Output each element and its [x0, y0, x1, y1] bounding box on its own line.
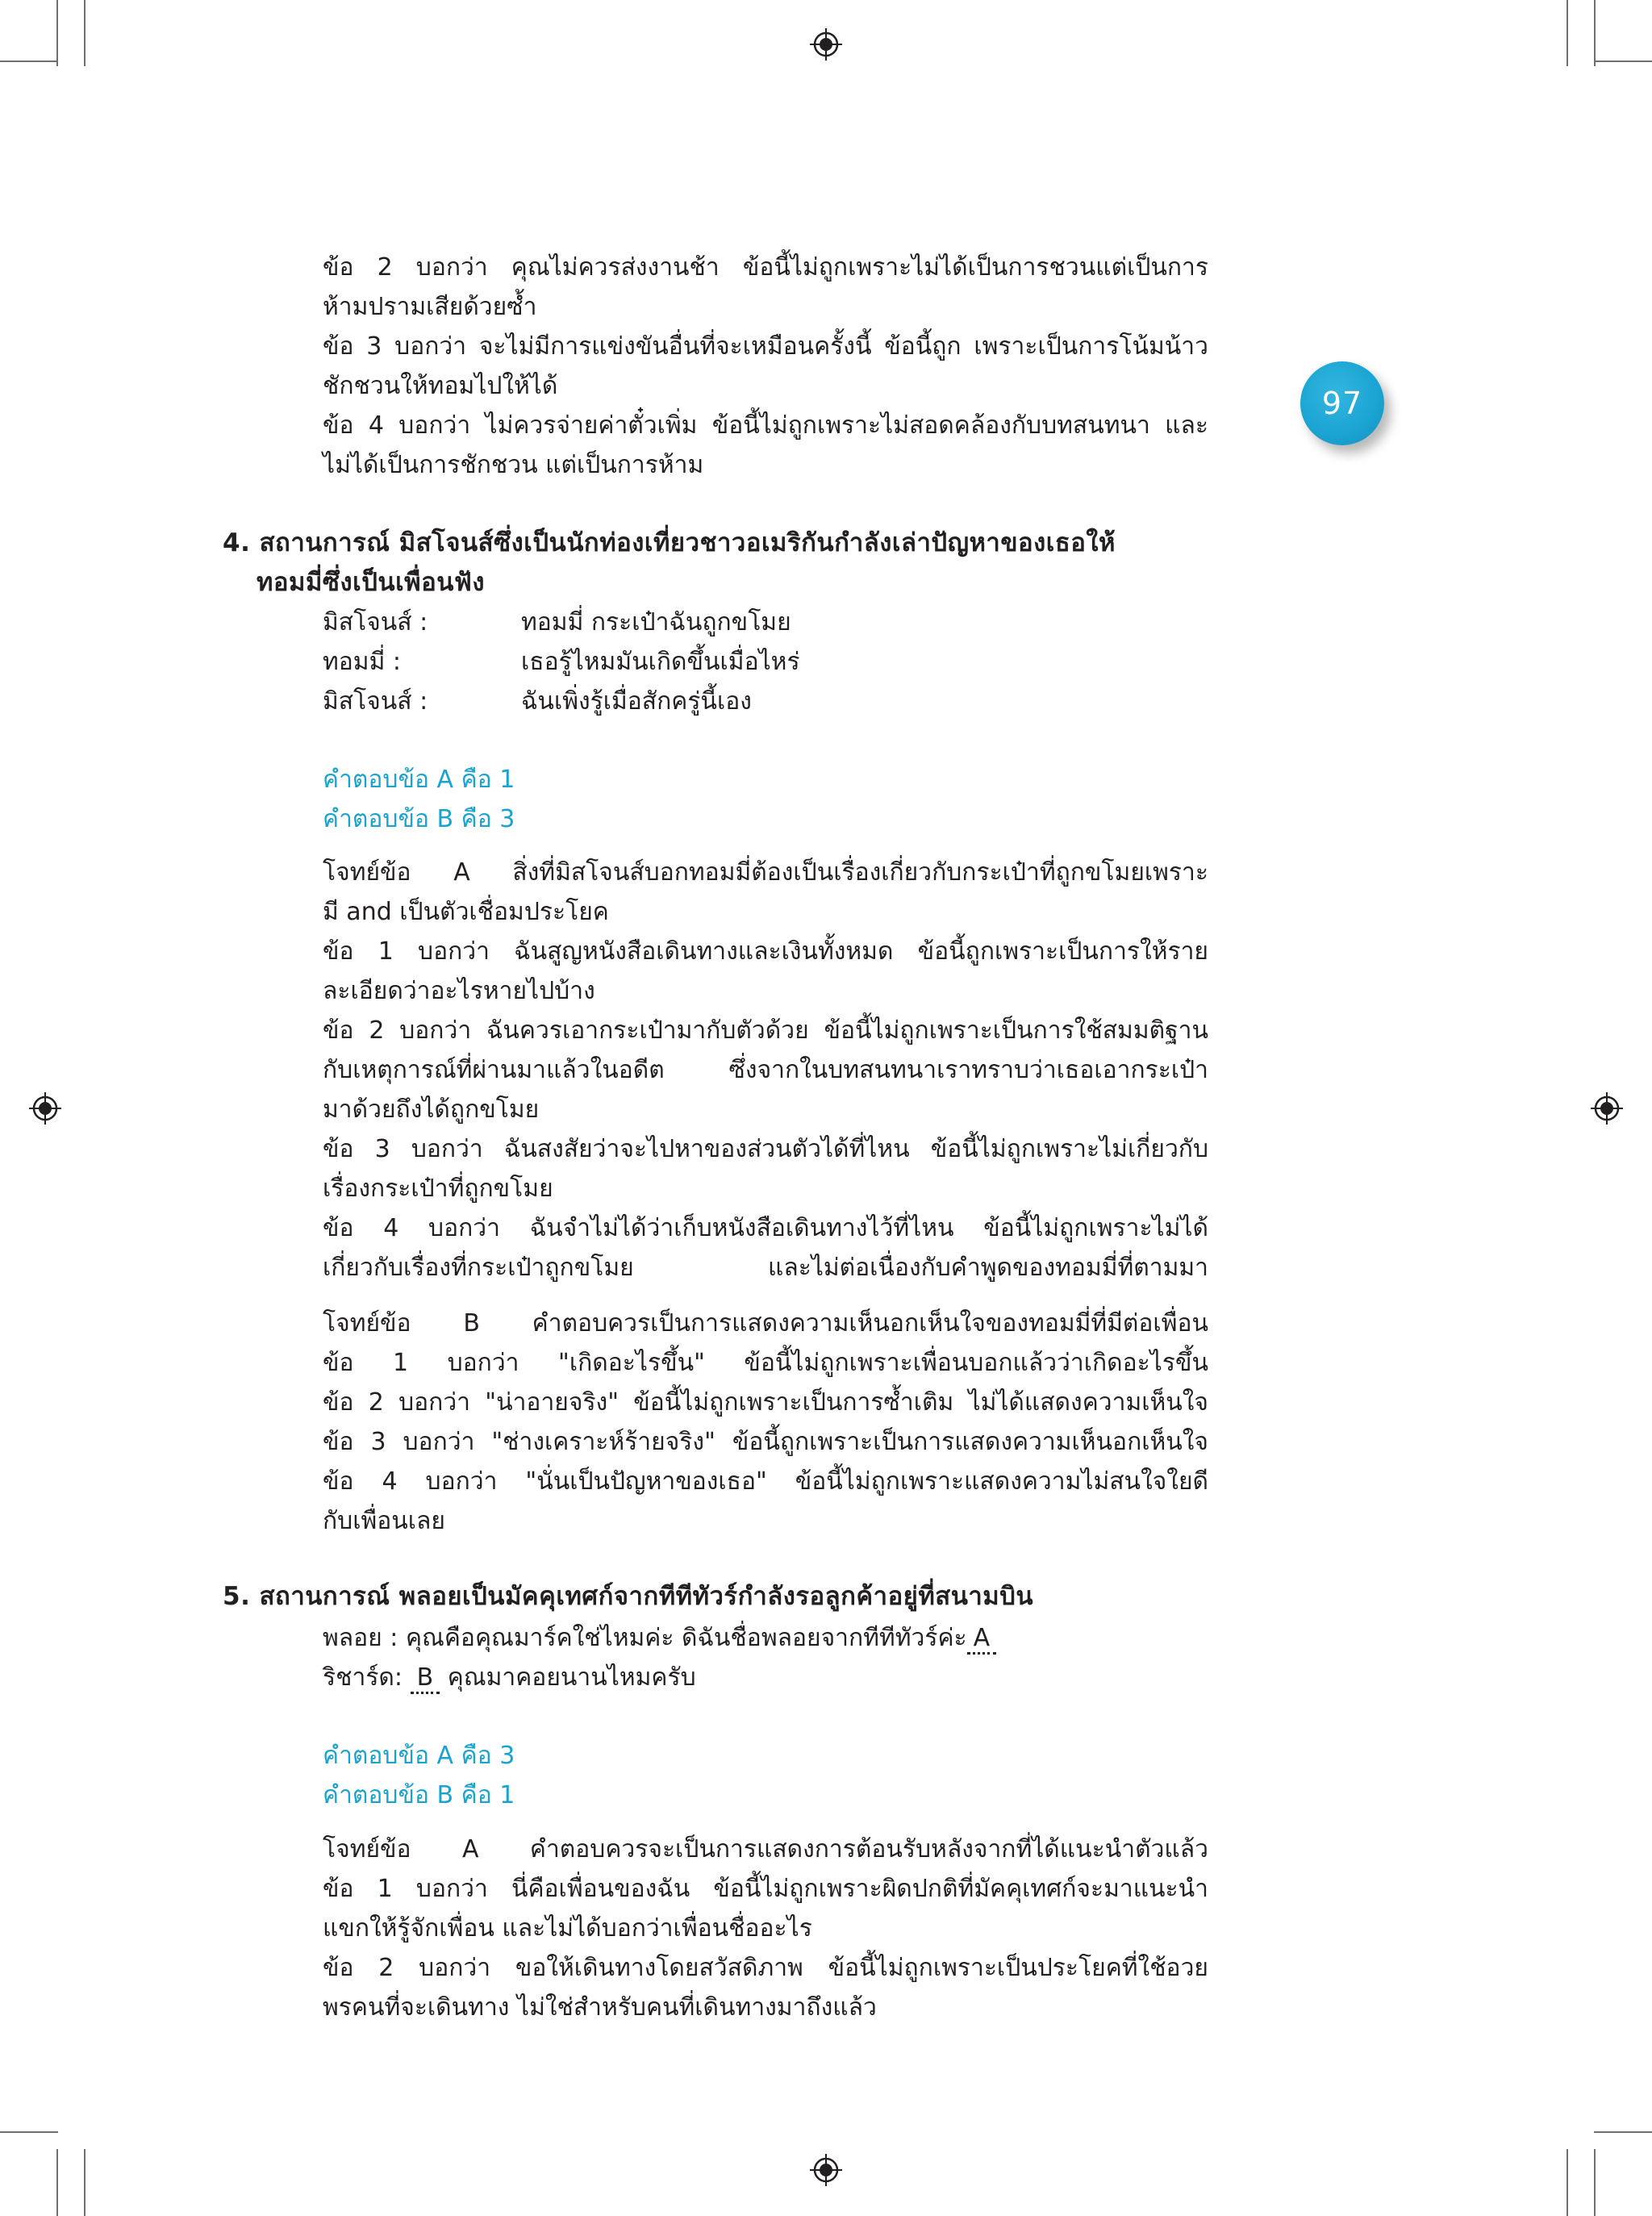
body-line: ข้อ 3 บอกว่า "ช่างเคราะห์ร้ายจริง" ข้อนี้ถูกเพราะเป็นการแสดงความเห็นอกเห็นใจ — [323, 1428, 1208, 1456]
section-heading: 5. สถานการณ์ พลอยเป็นมัคคุเทศก์จากทีทีทัวร์กำลังรอลูกค้าอยู่ที่สนามบิน — [223, 1582, 1034, 1611]
crop-mark — [56, 0, 58, 66]
registration-mark-icon — [808, 27, 844, 62]
section-heading: 4. สถานการณ์ มิสโจนส์ซึ่งเป็นนักท่องเที่ยวชาวอเมริกันกำลังเล่าปัญหาของเธอให้ — [223, 528, 1116, 557]
answer-key: คำตอบข้อ B คือ 3 — [323, 805, 515, 833]
crop-mark — [1594, 0, 1596, 66]
crop-mark — [1594, 61, 1652, 62]
page-number-badge — [1300, 361, 1384, 445]
answer-blank: A — [967, 1624, 997, 1655]
body-line: กับเหตุการณ์ที่ผ่านมาแล้วในอดีต ซึ่งจากในบทสนทนาเราทราบว่าเธอเอากระเป๋า — [323, 1056, 1208, 1084]
body-line: มี and เป็นตัวเชื่อมประโยค — [323, 898, 609, 926]
crop-mark — [84, 0, 86, 66]
body-line: ข้อ 1 บอกว่า นี่คือเพื่อนของฉัน ข้อนี้ไม่ถูกเพราะผิดปกติที่มัคคุเทศก์จะมาแนะนำ — [323, 1875, 1208, 1903]
answer-key: คำตอบข้อ B คือ 1 — [323, 1781, 515, 1809]
page-number: 97 — [1321, 386, 1363, 421]
body-line: เกี่ยวกับเรื่องที่กระเป๋าถูกขโมย และไม่ต่อเนื่องกับคำพูดของทอมมี่ที่ตามมา — [323, 1254, 1208, 1282]
crop-mark — [0, 61, 58, 62]
body-line: โจทย์ข้อ A สิ่งที่มิสโจนส์บอกทอมมี่ต้องเป็นเรื่องเกี่ยวกับกระเป๋าที่ถูกขโมยเพราะ — [323, 858, 1208, 887]
body-line: ข้อ 4 บอกว่า ไม่ควรจ่ายค่าตั๋วเพิ่ม ข้อนี้ไม่ถูกเพราะไม่สอดคล้องกับบทสนทนา และ — [323, 411, 1208, 440]
crop-mark — [56, 2149, 58, 2216]
body-line: มาด้วยถึงได้ถูกขโมย — [323, 1095, 540, 1124]
body-line: ห้ามปรามเสียด้วยซ้ำ — [323, 293, 537, 321]
crop-mark — [1566, 2149, 1568, 2216]
dialogue-text: คุณมาคอยนานไหมครับ — [447, 1663, 696, 1692]
dialogue-line — [323, 1618, 996, 1658]
body-line: ข้อ 4 บอกว่า "นั่นเป็นปัญหาของเธอ" ข้อนี้ไม่ถูกเพราะแสดงความไม่สนใจใยดี — [323, 1467, 1208, 1496]
body-line: ข้อ 2 บอกว่า "น่าอายจริง" ข้อนี้ไม่ถูกเพราะเป็นการซ้ำเติม ไม่ได้แสดงความเห็นใจ — [323, 1388, 1208, 1417]
dialogue-text: เธอรู้ไหมมันเกิดขึ้นเมื่อไหร่ — [521, 648, 800, 676]
body-line: พรคนที่จะเดินทาง ไม่ใช่สำหรับคนที่เดินทางมาถึงแล้ว — [323, 1993, 877, 2022]
body-line: ข้อ 2 บอกว่า คุณไม่ควรส่งงานช้า ข้อนี้ไม่ถูกเพราะไม่ได้เป็นการชวนแต่เป็นการ — [323, 253, 1208, 282]
body-line: แขกให้รู้จักเพื่อน และไม่ได้บอกว่าเพื่อนชื่ออะไร — [323, 1914, 812, 1943]
body-line: ข้อ 2 บอกว่า ฉันควรเอากระเป๋ามากับตัวด้วย ข้อนี้ไม่ถูกเพราะเป็นการใช้สมมติฐาน — [323, 1016, 1208, 1045]
registration-mark-icon — [27, 1091, 63, 1126]
dialogue-speaker: ริชาร์ด: — [323, 1663, 403, 1692]
answer-blank: B — [411, 1663, 440, 1694]
body-line: ไม่ได้เป็นการชักชวน แต่เป็นการห้าม — [323, 451, 704, 479]
dialogue-speaker: มิสโจนส์ : — [323, 608, 428, 636]
body-line: ข้อ 1 บอกว่า "เกิดอะไรขึ้น" ข้อนี้ไม่ถูกเพราะเพื่อนบอกแล้วว่าเกิดอะไรขึ้น — [323, 1349, 1208, 1377]
dialogue-speaker: มิสโจนส์ : — [323, 687, 428, 716]
registration-mark-icon — [1589, 1091, 1625, 1126]
dialogue-text: คุณคือคุณมาร์คใช่ไหมค่ะ ดิฉันชื่อพลอยจากทีทีทัวร์ค่ะ — [405, 1624, 967, 1652]
body-line: กับเพื่อนเลย — [323, 1507, 445, 1535]
dialogue-text: ทอมมี่ กระเป๋าฉันถูกขโมย — [521, 608, 791, 636]
crop-mark — [1566, 0, 1568, 66]
answer-key: คำตอบข้อ A คือ 1 — [323, 766, 515, 794]
body-line: ข้อ 3 บอกว่า จะไม่มีการแข่งขันอื่นที่จะเหมือนครั้งนี้ ข้อนี้ถูก เพราะเป็นการโน้มน้าว — [323, 332, 1208, 361]
answer-key: คำตอบข้อ A คือ 3 — [323, 1742, 515, 1770]
dialogue-speaker: พลอย : — [323, 1624, 398, 1652]
crop-mark — [1594, 2149, 1596, 2216]
crop-mark — [0, 2131, 58, 2133]
body-line: ข้อ 3 บอกว่า ฉันสงสัยว่าจะไปหาของส่วนตัวได้ที่ไหน ข้อนี้ไม่ถูกเพราะไม่เกี่ยวกับ — [323, 1135, 1208, 1163]
body-line: ข้อ 4 บอกว่า ฉันจำไม่ได้ว่าเก็บหนังสือเดินทางไว้ที่ไหน ข้อนี้ไม่ถูกเพราะไม่ได้ — [323, 1214, 1208, 1242]
section-heading: ทอมมี่ซึ่งเป็นเพื่อนฟัง — [257, 568, 485, 597]
body-line: โจทย์ข้อ B คำตอบควรเป็นการแสดงความเห็นอกเห็นใจของทอมมี่ที่มีต่อเพื่อน — [323, 1309, 1208, 1338]
body-line: ข้อ 2 บอกว่า ขอให้เดินทางโดยสวัสดิภาพ ข้อนี้ไม่ถูกเพราะเป็นประโยคที่ใช้อวย — [323, 1954, 1208, 1982]
body-line: ชักชวนให้ทอมไปให้ได้ — [323, 372, 558, 400]
crop-mark — [1594, 2131, 1652, 2133]
body-line: ข้อ 1 บอกว่า ฉันสูญหนังสือเดินทางและเงินทั้งหมด ข้อนี้ถูกเพราะเป็นการให้ราย — [323, 937, 1208, 966]
dialogue-speaker: ทอมมี่ : — [323, 648, 401, 676]
crop-mark — [84, 2149, 86, 2216]
registration-mark-icon — [808, 2152, 844, 2188]
dialogue-text: ฉันเพิ่งรู้เมื่อสักครู่นี้เอง — [521, 687, 752, 716]
body-line: ละเอียดว่าอะไรหายไปบ้าง — [323, 977, 595, 1005]
body-line: เรื่องกระเป๋าที่ถูกขโมย — [323, 1175, 553, 1203]
body-line: โจทย์ข้อ A คำตอบควรจะเป็นการแสดงการต้อนรับหลังจากที่ได้แนะนำตัวแล้ว — [323, 1835, 1208, 1863]
dialogue-line — [323, 1658, 696, 1697]
